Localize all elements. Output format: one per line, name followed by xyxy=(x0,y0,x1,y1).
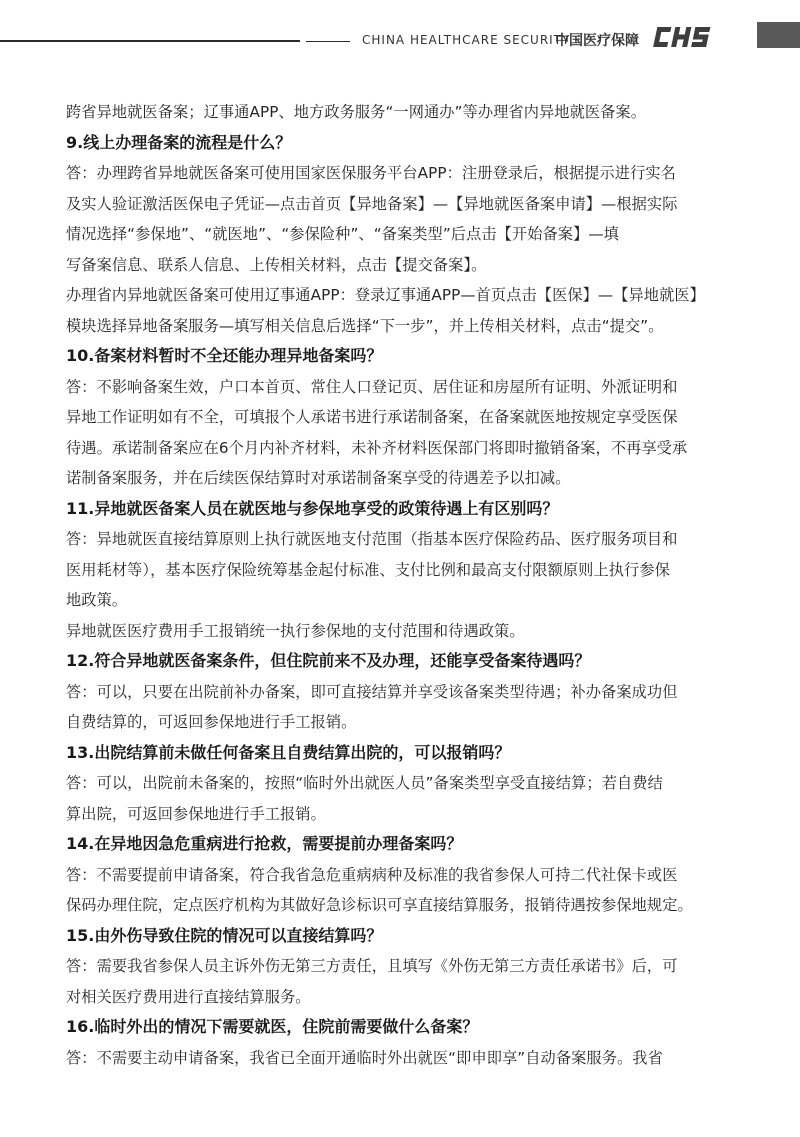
header-corner-tab xyxy=(757,22,800,48)
answer-paragraph xyxy=(66,524,746,616)
paragraph-line: 答：办理跨省异地就医备案可使用国家医保服务平台APP：注册登录后，根据提示进行实名 xyxy=(66,164,676,182)
answer-paragraph xyxy=(66,97,746,128)
paragraph-line: 待遇。承诺制备案应在6个月内补齐材料，未补齐材料医保部门将即时撤销备案，不再享受承 xyxy=(66,438,688,457)
paragraph-line: 答：可以，出院前未备案的，按照“临时外出就医人员”备案类型享受直接结算；若自费结 xyxy=(66,774,663,792)
answer-paragraph xyxy=(66,951,746,1012)
question-text: 15.由外伤导致住院的情况可以直接结算吗？ xyxy=(66,925,383,945)
answer-paragraph xyxy=(66,616,746,647)
paragraph-line: 算出院，可返回参保地进行手工报销。 xyxy=(66,804,326,823)
question-heading xyxy=(66,1012,746,1043)
header-rule-left xyxy=(0,40,300,42)
paragraph-line: 答：可以，只要在出院前补办备案，即可直接结算并享受该备案类型待遇；补办备案成功但 xyxy=(66,682,678,701)
answer-paragraph xyxy=(66,158,746,280)
question-heading xyxy=(66,646,746,677)
question-heading xyxy=(66,829,746,860)
page-header xyxy=(0,0,800,60)
header-rule-right xyxy=(306,41,350,42)
question-text: 10.备案材料暂时不全还能办理异地备案吗？ xyxy=(66,346,383,365)
paragraph-line: 医用耗材等），基本医疗保险统筹基金起付标准、支付比例和最高支付限额原则上执行参保 xyxy=(66,560,670,579)
paragraph-line: 跨省异地就医备案；辽事通APP、地方政务服务“一网通办”等办理省内异地就医备案。 xyxy=(66,103,647,121)
paragraph-line: 办理省内异地就医备案可使用辽事通APP：登录辽事通APP—首页点击【医保】—【异地就医】 xyxy=(66,286,705,304)
header-chinese-title: 中国医疗保障 xyxy=(555,33,639,49)
paragraph-line: 情况选择“参保地”、“就医地”、“参保险种”、“备案类型”后点击【开始备案】—填 xyxy=(66,225,619,243)
question-heading xyxy=(66,738,746,769)
answer-paragraph xyxy=(66,1043,746,1074)
paragraph-line: 异地工作证明如有不全，可填报个人承诺书进行承诺制备案，在备案就医地按规定享受医保 xyxy=(66,408,678,426)
answer-paragraph xyxy=(66,372,746,494)
question-text: 12.符合异地就医备案条件，但住院前来不及办理，还能享受备案待遇吗？ xyxy=(66,651,591,670)
paragraph-line: 保码办理住院，定点医疗机构为其做好急诊标识可享直接结算服务，报销待遇按参保地规定。 xyxy=(66,896,693,914)
paragraph-line: 诺制备案服务，并在后续医保结算时对承诺制备案享受的待遇差予以扣减。 xyxy=(66,469,571,487)
question-text: 14.在异地因急危重病进行抢救，需要提前办理备案吗？ xyxy=(66,834,463,853)
paragraph-line: 自费结算的，可返回参保地进行手工报销。 xyxy=(66,713,357,731)
question-text: 11.异地就医备案人员在就医地与参保地享受的政策待遇上有区别吗？ xyxy=(66,498,559,518)
answer-paragraph xyxy=(66,280,746,341)
question-text: 16.临时外出的情况下需要就医，住院前需要做什么备案？ xyxy=(66,1017,479,1036)
paragraph-line: 答：异地就医直接结算原则上执行就医地支付范围（指基本医疗保险药品、医疗服务项目和 xyxy=(66,530,678,548)
paragraph-line: 地政策。 xyxy=(66,591,128,609)
answer-paragraph xyxy=(66,677,746,738)
paragraph-line: 模块选择异地备案服务—填写相关信息后选择“下一步”，并上传相关材料，点击“提交”。 xyxy=(66,316,664,335)
question-heading xyxy=(66,921,746,952)
answer-paragraph xyxy=(66,860,746,921)
answer-paragraph xyxy=(66,768,746,829)
question-heading xyxy=(66,128,746,159)
paragraph-line: 写备案信息、联系人信息、上传相关材料，点击【提交备案】。 xyxy=(66,255,487,274)
paragraph-line: 异地就医医疗费用手工报销统一执行参保地的支付范围和待遇政策。 xyxy=(66,621,525,640)
chs-logo-icon xyxy=(648,24,718,50)
paragraph-line: 对相关医疗费用进行直接结算服务。 xyxy=(66,987,311,1006)
question-heading xyxy=(66,494,746,525)
paragraph-line: 答：需要我省参保人员主诉外伤无第三方责任，且填写《外伤无第三方责任承诺书》后，可 xyxy=(66,957,678,975)
header-english-title: CHINA HEALTHCARE SECURITY xyxy=(362,33,571,47)
paragraph-line: 及实人验证激活医保电子凭证—点击首页【异地备案】—【异地就医备案申请】—根据实际 xyxy=(66,194,678,213)
paragraph-line: 答：不需要主动申请备案，我省已全面开通临时外出就医“即申即享”自动备案服务。我省 xyxy=(66,1048,663,1067)
question-heading xyxy=(66,341,746,372)
question-text: 13.出院结算前未做任何备案且自费结算出院的，可以报销吗？ xyxy=(66,742,511,762)
question-text: 9.线上办理备案的流程是什么？ xyxy=(66,132,292,152)
paragraph-line: 答：不需要提前申请备案，符合我省急危重病病种及标准的我省参保人可持二代社保卡或医 xyxy=(66,865,678,884)
paragraph-line: 答：不影响备案生效，户口本首页、常住人口登记页、居住证和房屋所有证明、外派证明和 xyxy=(66,377,678,396)
page-content xyxy=(66,97,746,1073)
